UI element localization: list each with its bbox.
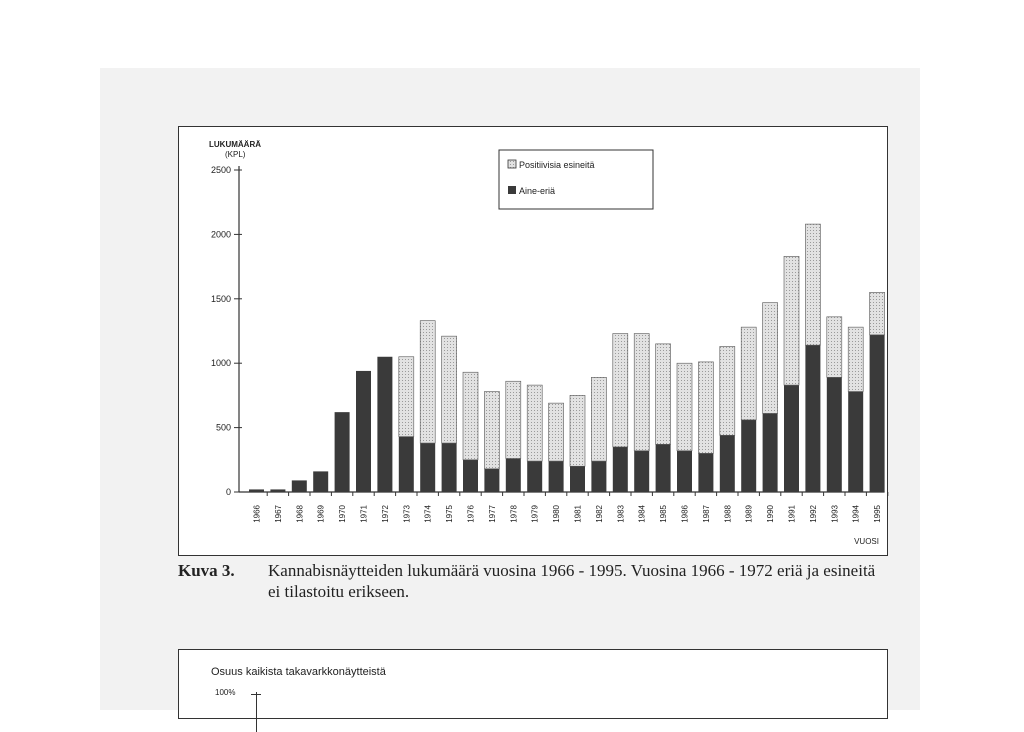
- bar-aine-era: [698, 453, 713, 492]
- bar-aine-era: [442, 443, 457, 492]
- bar-positiivisia-esineita: [463, 372, 478, 460]
- second-chart-frame: [178, 649, 888, 719]
- bar-positiivisia-esineita: [591, 377, 606, 461]
- bar-aine-era: [784, 385, 799, 492]
- x-tick-label: 1992: [808, 505, 818, 523]
- bar-aine-era: [335, 412, 350, 492]
- y-tick-label: 0: [225, 487, 231, 497]
- x-tick-label: 1973: [402, 505, 412, 523]
- chart-frame: [178, 126, 888, 556]
- second-chart-ytick: 100%: [215, 688, 236, 697]
- x-tick-label: 1983: [616, 505, 626, 523]
- bar-aine-era: [377, 357, 392, 492]
- x-tick-label: 1991: [787, 505, 797, 523]
- x-tick-label: 1971: [359, 505, 369, 523]
- bar-aine-era: [527, 461, 542, 492]
- bar-aine-era: [827, 377, 842, 492]
- x-axis-label: VUOSI: [854, 537, 879, 546]
- bar-aine-era: [805, 345, 820, 492]
- bar-aine-era: [763, 413, 778, 492]
- x-tick-label: 1972: [380, 505, 390, 523]
- bar-aine-era: [420, 443, 435, 492]
- legend-swatch-positiivisia: [508, 160, 516, 168]
- bar-positiivisia-esineita: [549, 403, 564, 461]
- bar-positiivisia-esineita: [399, 357, 414, 437]
- x-tick-label: 1976: [466, 505, 476, 523]
- bar-aine-era: [848, 392, 863, 492]
- x-tick-label: 1967: [273, 505, 283, 523]
- x-tick-label: 1984: [637, 505, 647, 523]
- x-tick-label: 1995: [873, 505, 883, 523]
- y-tick-label: 2500: [210, 165, 231, 175]
- x-tick-label: 1978: [509, 505, 519, 523]
- bar-positiivisia-esineita: [506, 381, 521, 458]
- x-tick-label: 1977: [487, 505, 497, 523]
- x-tick-label: 1970: [338, 505, 348, 523]
- bar-positiivisia-esineita: [784, 256, 799, 385]
- bar-aine-era: [356, 371, 371, 492]
- bar-positiivisia-esineita: [870, 292, 885, 335]
- second-chart-tickmark: [251, 694, 261, 695]
- caption-label: Kuva 3.: [178, 561, 235, 580]
- bar-aine-era: [741, 420, 756, 492]
- bar-aine-era: [720, 435, 735, 492]
- x-tick-label: 1979: [530, 505, 540, 523]
- bar-positiivisia-esineita: [720, 346, 735, 435]
- x-tick-label: 1994: [851, 505, 861, 523]
- bar-aine-era: [506, 459, 521, 492]
- bar-aine-era: [249, 489, 264, 492]
- bar-positiivisia-esineita: [805, 224, 820, 345]
- x-tick-label: 1990: [766, 505, 776, 523]
- bar-aine-era: [484, 469, 499, 492]
- y-tick-label: 500: [215, 422, 231, 433]
- bar-positiivisia-esineita: [442, 336, 457, 443]
- bar-positiivisia-esineita: [698, 362, 713, 453]
- second-chart-y-axis: [256, 692, 257, 732]
- bar-aine-era: [591, 461, 606, 492]
- legend-swatch-aine-era: [508, 186, 516, 194]
- x-tick-label: 1966: [252, 505, 262, 523]
- y-axis-label-unit: (KPL): [225, 150, 246, 159]
- bar-positiivisia-esineita: [420, 321, 435, 443]
- second-chart-title: Osuus kaikista takavarkkonäytteistä: [211, 666, 386, 678]
- bar-aine-era: [870, 335, 885, 492]
- y-tick-label: 2000: [210, 229, 231, 240]
- bar-positiivisia-esineita: [827, 317, 842, 378]
- bar-positiivisia-esineita: [763, 303, 778, 414]
- stacked-bar-chart: [179, 127, 889, 557]
- x-tick-label: 1975: [445, 505, 455, 523]
- x-tick-label: 1969: [316, 505, 326, 523]
- y-axis-label: LUKUMÄÄRÄ: [209, 140, 261, 149]
- bar-aine-era: [549, 461, 564, 492]
- legend-label-aine-era: Aine-eriä: [519, 186, 556, 196]
- x-tick-label: 1986: [680, 505, 690, 523]
- bar-aine-era: [570, 466, 585, 492]
- bar-aine-era: [399, 437, 414, 492]
- bar-aine-era: [313, 471, 328, 492]
- x-tick-label: 1968: [295, 505, 305, 523]
- bar-positiivisia-esineita: [741, 327, 756, 420]
- x-tick-label: 1987: [701, 505, 711, 523]
- x-tick-label: 1980: [552, 505, 562, 523]
- x-tick-label: 1989: [744, 505, 754, 523]
- bar-aine-era: [634, 451, 649, 492]
- bar-positiivisia-esineita: [613, 334, 628, 447]
- x-tick-label: 1982: [594, 505, 604, 523]
- bar-positiivisia-esineita: [848, 327, 863, 391]
- bar-aine-era: [292, 480, 307, 492]
- x-tick-label: 1993: [830, 505, 840, 523]
- bar-positiivisia-esineita: [634, 334, 649, 451]
- bar-positiivisia-esineita: [656, 344, 671, 444]
- bar-positiivisia-esineita: [570, 395, 585, 466]
- bar-positiivisia-esineita: [677, 363, 692, 451]
- bar-positiivisia-esineita: [484, 392, 499, 469]
- x-tick-label: 1974: [423, 505, 433, 523]
- bar-aine-era: [613, 447, 628, 492]
- caption-text: Kannabisnäytteiden lukumäärä vuosina 1966 - 1995. Vuosina 1966 - 1972 eriä ja esineitä ei tilastoitu erikseen.: [268, 561, 876, 601]
- y-tick-label: 1000: [210, 358, 231, 369]
- bar-aine-era: [656, 444, 671, 492]
- legend-box: [499, 150, 653, 209]
- x-tick-label: 1985: [659, 505, 669, 523]
- bar-aine-era: [677, 451, 692, 492]
- bar-positiivisia-esineita: [527, 385, 542, 461]
- bar-aine-era: [463, 460, 478, 492]
- x-tick-label: 1981: [573, 505, 583, 523]
- x-tick-label: 1988: [723, 505, 733, 523]
- y-tick-label: 1500: [210, 293, 231, 304]
- legend-label-positiivisia: Positiivisia esineitä: [519, 160, 595, 170]
- bar-aine-era: [270, 489, 285, 492]
